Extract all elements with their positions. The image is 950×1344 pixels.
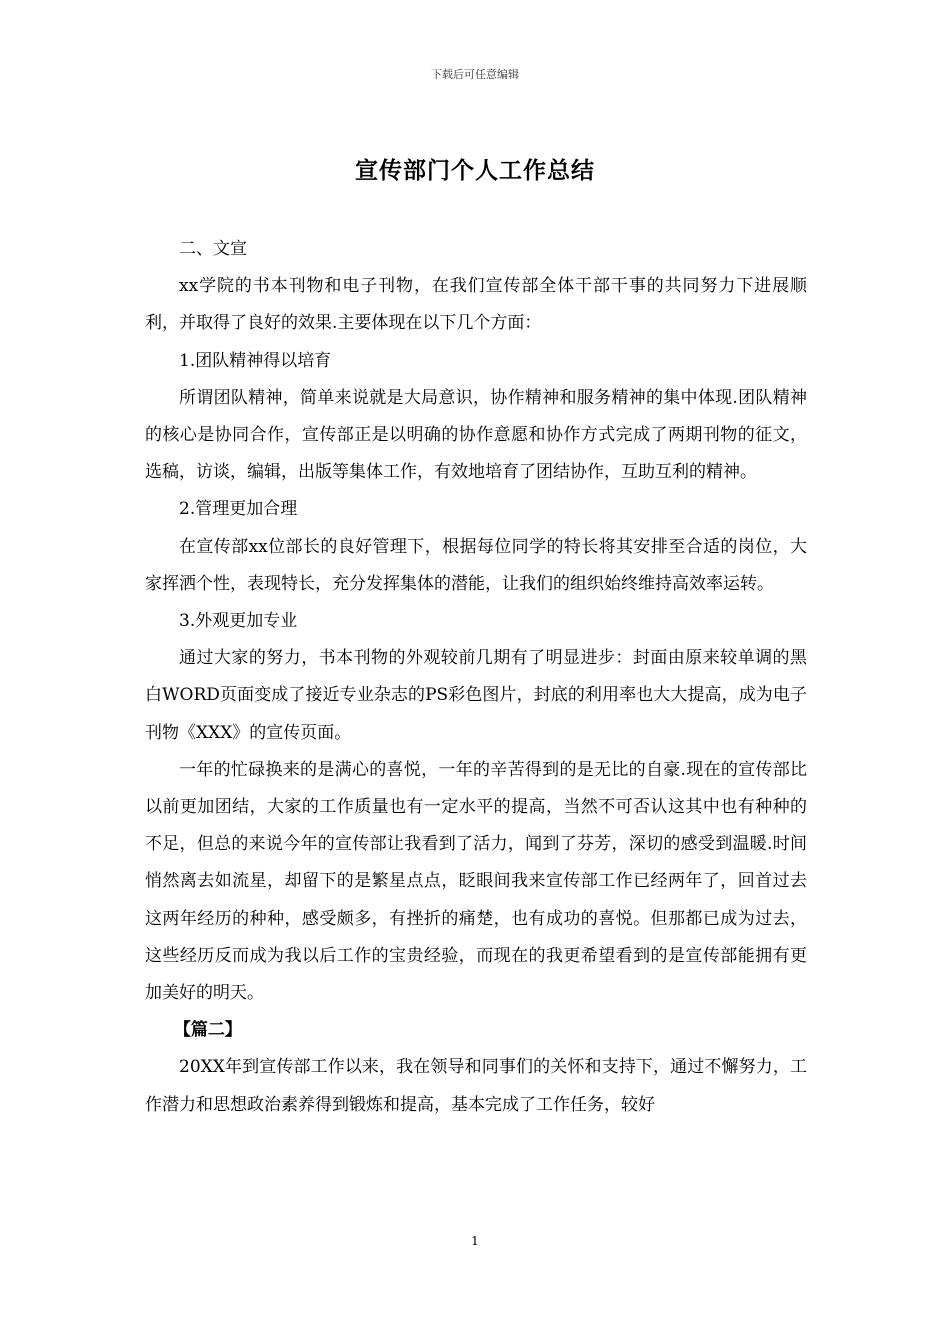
page-number: 1 [471, 1234, 479, 1248]
body-paragraph: 在宣传部xx位部长的良好管理下，根据每位同学的特长将其安排至合适的岗位，大家挥洒个性，表现特长，充分发挥集体的潜能，让我们的组织始终维持高效率运转。 [145, 536, 807, 594]
header-note: 下载后可任意编辑 [431, 68, 519, 81]
body-paragraph: 通过大家的努力，书本刊物的外观较前几期有了明显进步：封面由原来较单调的黑白WORD页面变成了接近专业杂志的PS彩色图片，封底的利用率也大大提高，成为电子刊物《XXX》的宣传页面。 [145, 648, 807, 743]
document-body [145, 231, 807, 1124]
section-heading: 1.团队精神得以培育 [179, 350, 332, 371]
body-paragraph: xx学院的书本刊物和电子刊物，在我们宣传部全体干部干事的共同努力下进展顺利，并取得了良好的效果.主要体现在以下几个方面： [145, 276, 807, 334]
body-paragraph: 所谓团队精神，简单来说就是大局意识，协作精神和服务精神的集中体现.团队精神的核心是协同合作，宣传部正是以明确的协作意愿和协作方式完成了两期刊物的征文，选稿，访谈，编辑，出版等集体工作，有效地培育了团结协作，互助互利的精神。 [145, 387, 807, 483]
section-heading: 3.外观更加专业 [179, 611, 298, 632]
body-paragraph: 一年的忙碌换来的是满心的喜悦，一年的辛苦得到的是无比的自豪.现在的宣传部比以前更加团结，大家的工作质量也有一定水平的提高，当然不可否认这其中也有种种的不足，但总的来说今年的宣传部让我看到了活力，闻到了芬芳，深切的感受到温暖.时间悄然离去如流星，却留下的是繁星点点，眨眼间我来宣传部工作已经两年了，回首过去这两年经历的种种，感受颇多，有挫折的痛楚，也有成功的喜悦。但那都已成为过去，这些经历反而成为我以后工作的宝贵经验，而现在的我更希望看到的是宣传部能拥有更加美好的明天。 [145, 759, 807, 1004]
body-paragraph: 20XX年到宣传部工作以来，我在领导和同事们的关怀和支持下，通过不懈努力，工作潜力和思想政治素养得到锻炼和提高，基本完成了工作任务，较好 [145, 1057, 807, 1115]
section-heading: 2.管理更加合理 [179, 499, 298, 520]
part-heading: 【篇二】 [173, 1020, 242, 1041]
document-title: 宣传部门个人工作总结 [355, 157, 595, 184]
section-heading: 二、文宣 [179, 239, 247, 259]
